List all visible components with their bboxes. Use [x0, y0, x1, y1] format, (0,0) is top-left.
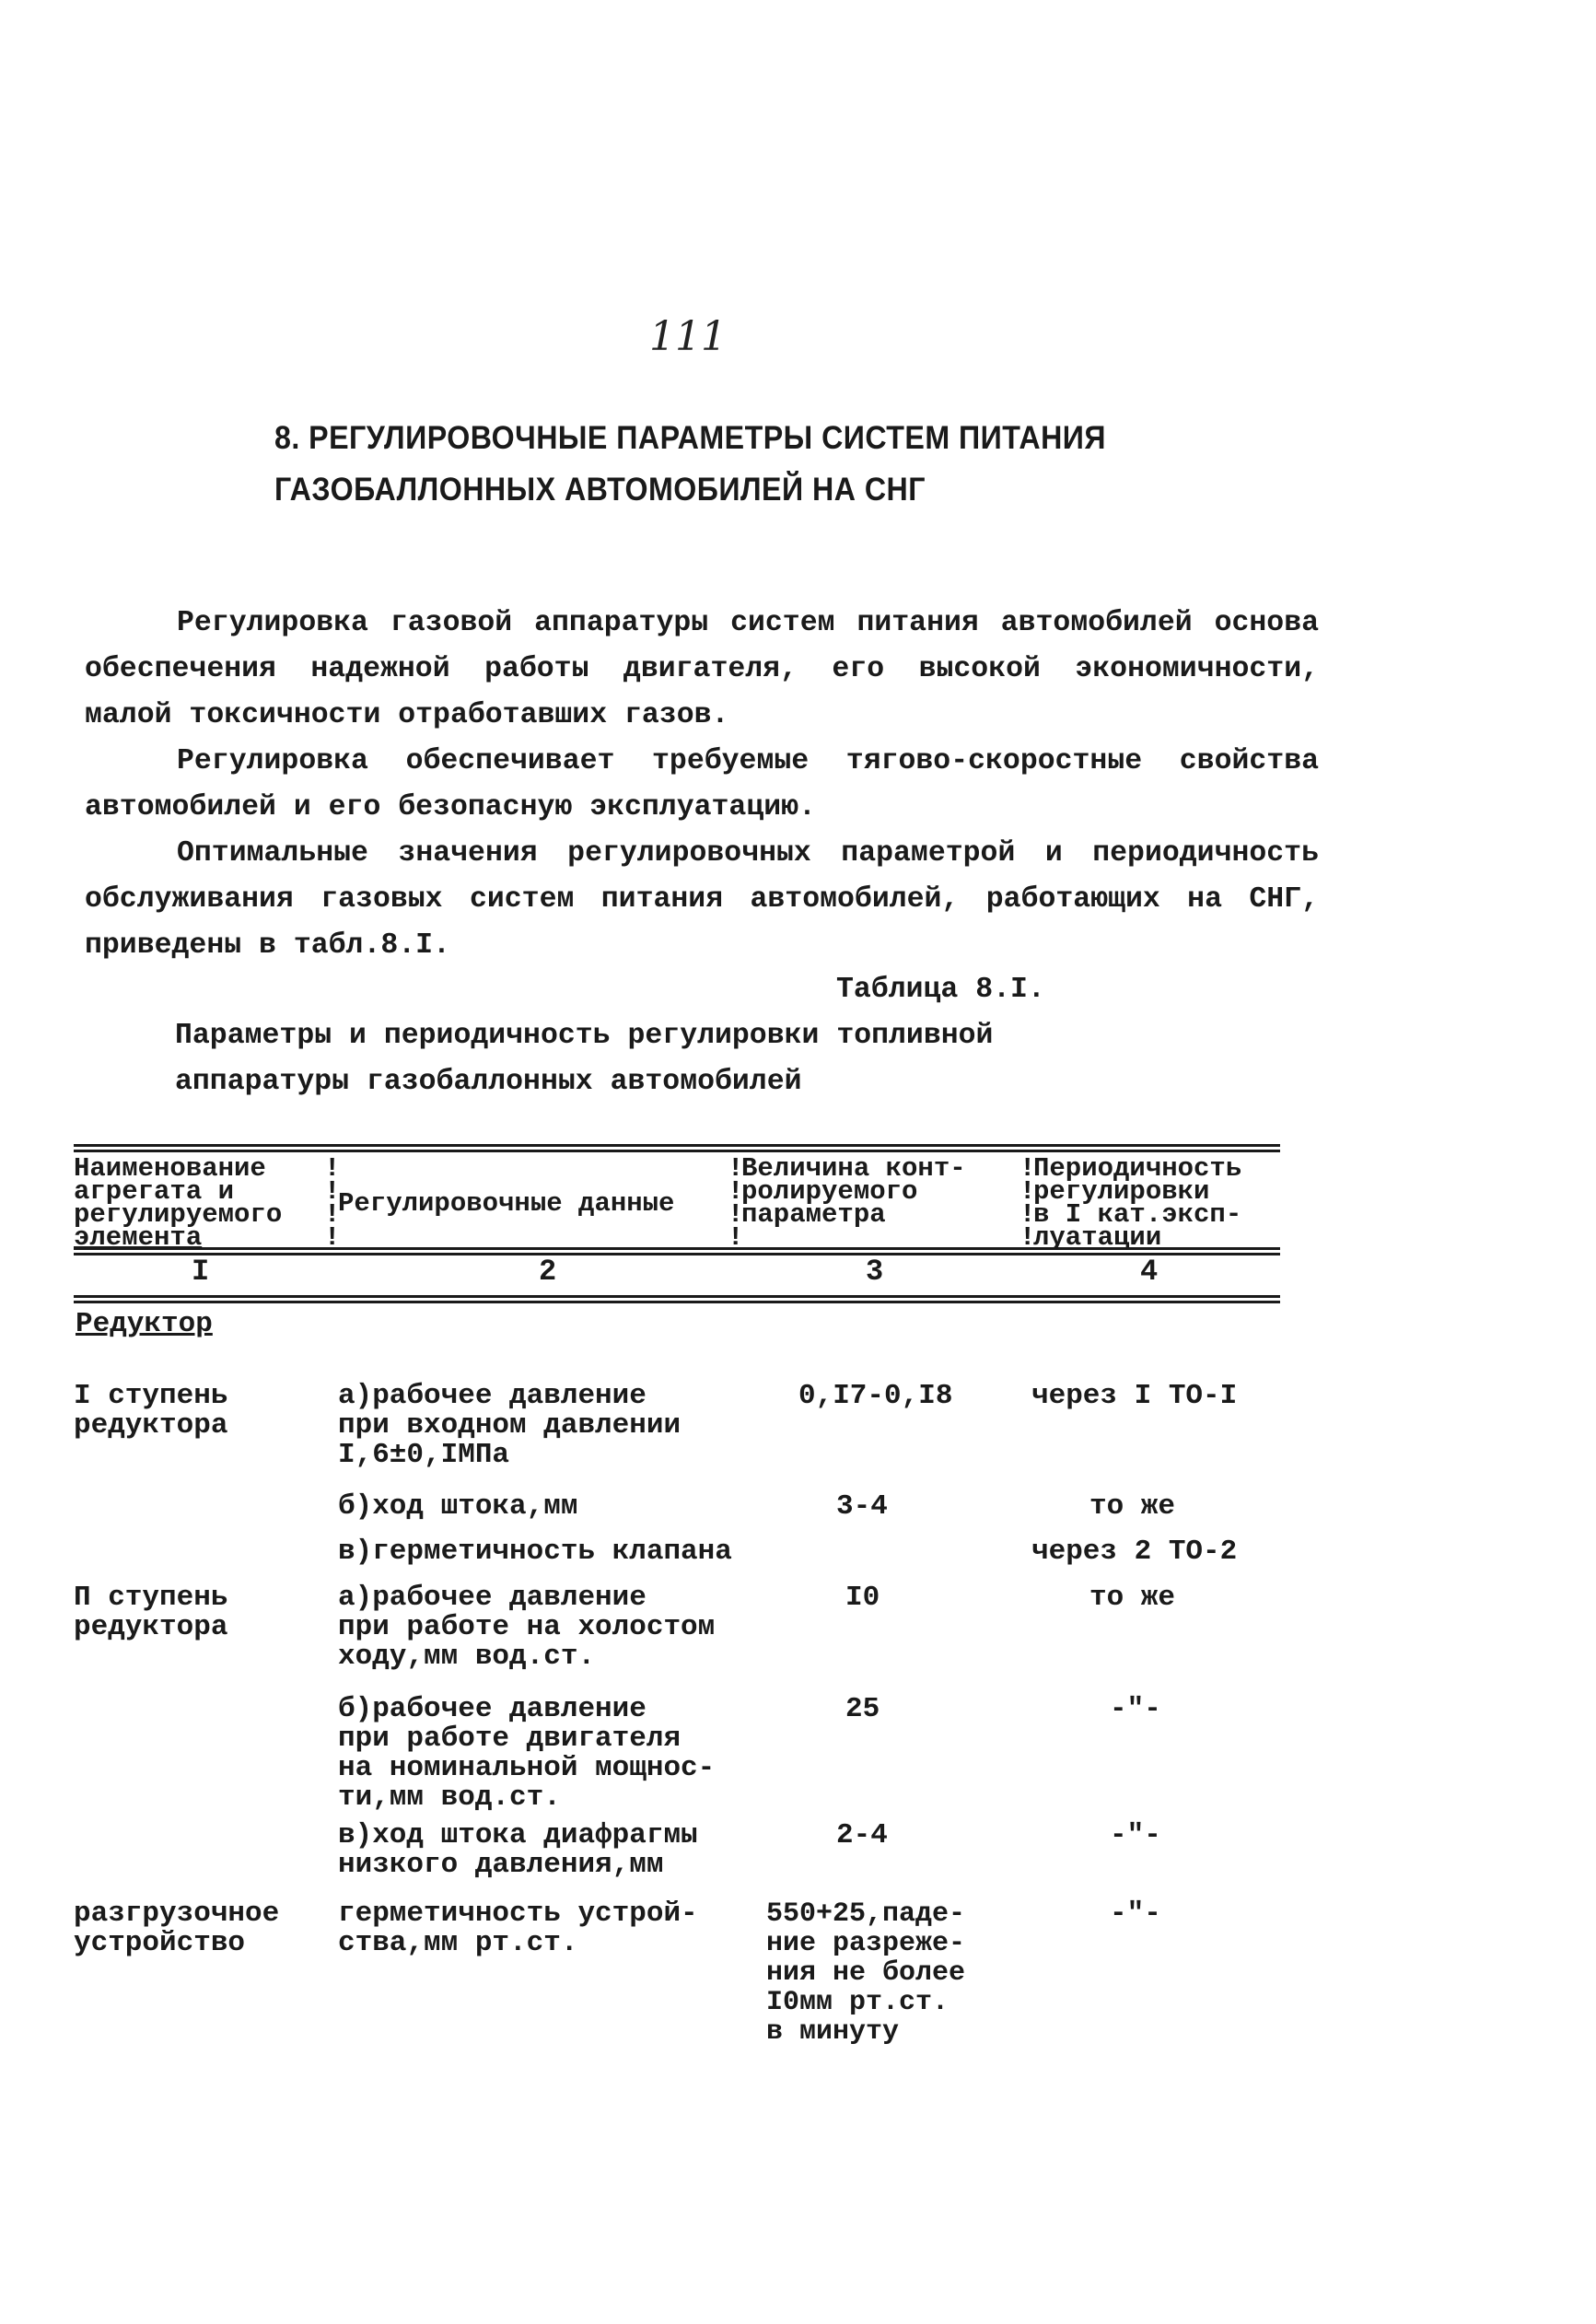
table-top-rule-double	[74, 1150, 1280, 1152]
row-4-data-line-3: ходу,мм вод.ст.	[338, 1641, 596, 1673]
row-6-value	[836, 1821, 888, 1851]
header-col-1-line-3: регулируемого	[74, 1199, 283, 1230]
row-4-element	[74, 1583, 227, 1642]
column-number-2: 2	[539, 1255, 557, 1289]
header-col-3-line-2: ролируемого	[741, 1176, 918, 1207]
header-col-4	[1033, 1153, 1242, 1253]
row-5-value-line-1: 25	[845, 1693, 880, 1725]
row-1-data-line-1: а)рабочее давление	[338, 1380, 647, 1412]
header-separator-1: ! ! ! !	[324, 1153, 341, 1253]
row-6-value-line-1: 2-4	[836, 1819, 888, 1851]
header-col-4-line-3: в I кат.эксп-	[1033, 1199, 1242, 1230]
row-3-data	[338, 1537, 732, 1567]
header-col-2	[338, 1188, 675, 1219]
row-7-value-line-4: I0мм рт.ст.	[766, 1987, 949, 2018]
row-1-value	[798, 1382, 952, 1411]
row-7-data-line-2: ства,мм рт.ст.	[338, 1927, 578, 1959]
row-5-data-line-3: на номинальной мощнос-	[338, 1752, 716, 1784]
row-4-value-line-1: I0	[845, 1582, 880, 1614]
row-1-value-line-1: 0,I7-0,I8	[798, 1380, 953, 1412]
header-col-3-line-1: Величина конт-	[741, 1153, 966, 1184]
row-4-element-line-2: редуктора	[74, 1611, 228, 1643]
row-6-data-line-2: низкого давления,мм	[338, 1849, 664, 1881]
header-col-3-line-3: параметра	[741, 1199, 886, 1230]
row-1-element-line-1: I ступень	[74, 1380, 228, 1412]
body-text	[85, 601, 1319, 969]
section-heading	[274, 413, 1106, 516]
row-2-data-line-1: б)ход штока,мм	[338, 1490, 578, 1523]
header-separator-2: ! ! ! !	[728, 1153, 744, 1253]
paragraph-3: Оптимальные значения регулировочных параметрой и периодичность обслуживания газовых систем питания автомобилей, работающих на СНГ, приведены в табл.8.I.	[85, 837, 1319, 962]
page-number: 111	[649, 313, 727, 360]
row-1-period-line-1: через I ТО-I	[1031, 1380, 1238, 1412]
row-2-value	[836, 1492, 888, 1522]
header-rule-2-double	[74, 1301, 1280, 1303]
row-7-value-line-1: 550+25,паде-	[766, 1898, 966, 1930]
row-2-data	[338, 1492, 577, 1522]
header-col-4-line-1: Периодичность	[1033, 1153, 1242, 1184]
row-4-element-line-1: П ступень	[74, 1582, 228, 1614]
row-4-period	[1089, 1583, 1175, 1613]
row-7-value-line-3: ния не более	[766, 1957, 966, 1989]
row-1-period	[1031, 1382, 1237, 1411]
table-title-line-1: Параметры и периодичность регулировки топливной	[175, 1020, 994, 1052]
row-2-value-line-1: 3-4	[836, 1490, 888, 1523]
header-rule-1-double	[74, 1253, 1280, 1255]
header-rule-1	[74, 1247, 1280, 1250]
row-5-data	[338, 1695, 715, 1813]
header-col-1-line-2: агрегата и	[74, 1176, 235, 1207]
row-1-data-line-3: I,6±0,IМПа	[338, 1439, 510, 1471]
column-number-4: 4	[1140, 1255, 1159, 1289]
row-1-element	[74, 1382, 227, 1441]
row-7-value-line-5: в минуту	[766, 2016, 900, 2048]
header-col-1	[74, 1153, 283, 1253]
heading-line-2: ГАЗОБАЛЛОННЫХ АВТОМОБИЛЕЙ НА СНГ	[274, 472, 926, 508]
row-5-period	[1110, 1695, 1161, 1724]
row-1-element-line-2: редуктора	[74, 1409, 228, 1442]
row-7-data	[338, 1899, 698, 1958]
row-4-data-line-1: а)рабочее давление	[338, 1582, 647, 1614]
row-4-value	[845, 1583, 880, 1613]
row-2-period-line-1: то же	[1089, 1490, 1176, 1523]
heading-line-1: 8. РЕГУЛИРОВОЧНЫЕ ПАРАМЕТРЫ СИСТЕМ ПИТАНИЯ	[274, 420, 1107, 456]
row-3-period	[1031, 1537, 1237, 1567]
column-number-1: I	[192, 1255, 210, 1289]
row-7-data-line-1: герметичность устрой-	[338, 1898, 698, 1930]
column-number-3: 3	[866, 1255, 884, 1289]
paragraph-1: Регулировка газовой аппаратуры систем питания автомобилей основа обеспечения надежной работы двигателя, его высокой экономичности, малой токсичности отработавших газов.	[85, 607, 1319, 731]
row-2-period	[1089, 1492, 1175, 1522]
table-caption	[175, 967, 1045, 1105]
row-3-data-line-1: в)герметичность клапана	[338, 1536, 732, 1568]
row-6-data-line-1: в)ход штока диафрагмы	[338, 1819, 698, 1851]
header-col-3	[741, 1153, 966, 1230]
row-6-data	[338, 1821, 698, 1880]
header-separator-3: ! ! ! !	[1019, 1153, 1036, 1253]
row-5-data-line-2: при работе двигателя	[338, 1723, 682, 1755]
row-7-value	[766, 1899, 965, 2047]
table-top-rule	[74, 1144, 1280, 1147]
row-6-period	[1110, 1821, 1161, 1851]
row-7-element	[74, 1899, 279, 1958]
paragraph-2: Регулировка обеспечивает требуемые тягово-скоростные свойства автомобилей и его безопасную эксплуатацию.	[85, 745, 1319, 823]
header-rule-2	[74, 1295, 1280, 1298]
header-col-1-line-4: элемента	[74, 1222, 203, 1253]
row-1-data	[338, 1382, 681, 1470]
header-col-1-line-1: Наименование	[74, 1153, 266, 1184]
row-7-period	[1110, 1899, 1161, 1929]
row-5-period-line-1: -"-	[1110, 1693, 1161, 1725]
row-7-element-line-1: разгрузочное	[74, 1898, 280, 1930]
table-title-line-2: аппаратуры газобаллонных автомобилей	[175, 1066, 802, 1098]
header-col-4-line-2: регулировки	[1033, 1176, 1210, 1207]
header-col-2-line-1: Регулировочные данные	[338, 1188, 675, 1219]
row-4-period-line-1: то же	[1089, 1582, 1176, 1614]
row-4-data-line-2: при работе на холостом	[338, 1611, 716, 1643]
row-4-data	[338, 1583, 715, 1672]
row-3-period-line-1: через 2 ТО-2	[1031, 1536, 1238, 1568]
row-5-data-line-1: б)рабочее давление	[338, 1693, 647, 1725]
section-title-reducer: Редуктор	[76, 1308, 213, 1340]
header-col-4-line-4: луатации	[1033, 1222, 1162, 1253]
row-7-period-line-1: -"-	[1110, 1898, 1161, 1930]
row-7-element-line-2: устройство	[74, 1927, 246, 1959]
row-7-value-line-2: ние разреже-	[766, 1928, 966, 1959]
row-1-data-line-2: при входном давлении	[338, 1409, 682, 1442]
row-5-data-line-4: ти,мм вод.ст.	[338, 1781, 561, 1814]
table-number: Таблица 8.I.	[836, 974, 1045, 1006]
row-6-period-line-1: -"-	[1110, 1819, 1161, 1851]
row-5-value	[845, 1695, 880, 1724]
